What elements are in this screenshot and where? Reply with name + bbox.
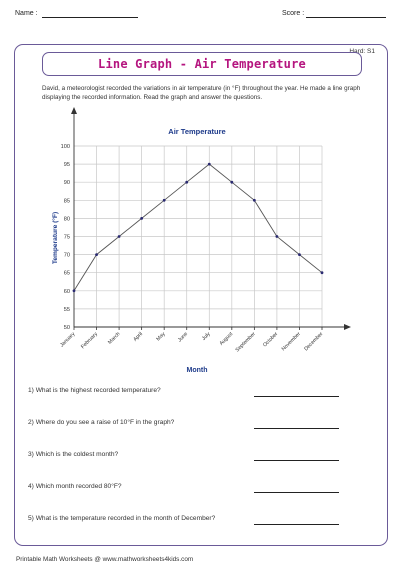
- score-label: Score :: [282, 10, 305, 17]
- answer-line-1[interactable]: [254, 396, 339, 397]
- answer-line-2[interactable]: [254, 428, 339, 429]
- intro-text: David, a meteorologist recorded the variations in air temperature (in °F) throughout the year. He made a line graph displaying the recorded information. Read the graph and answer the questions.: [42, 85, 361, 101]
- x-tick-label: May: [155, 331, 167, 343]
- answer-line-3[interactable]: [254, 460, 339, 461]
- x-tick-label: August: [218, 331, 235, 347]
- data-point: [73, 289, 76, 292]
- data-point: [321, 271, 324, 274]
- data-point: [140, 217, 143, 220]
- x-tick-label: October: [262, 331, 280, 349]
- difficulty-level: Hard: S1: [349, 48, 375, 55]
- answer-line-4[interactable]: [254, 492, 339, 493]
- y-tick-label: 50: [63, 325, 70, 331]
- worksheet-title: Line Graph - Air Temperature: [98, 57, 306, 71]
- question-3: 3) Which is the coldest month?: [28, 451, 119, 458]
- data-point: [253, 199, 256, 202]
- name-label: Name :: [15, 10, 38, 17]
- answer-line-5[interactable]: [254, 524, 339, 525]
- x-axis-title: Month: [186, 367, 208, 374]
- y-tick-label: 55: [63, 306, 70, 313]
- y-tick-label: 90: [63, 180, 70, 187]
- question-5: 5) What is the temperature recorded in the month of December?: [28, 515, 216, 522]
- x-tick-label: November: [280, 331, 302, 353]
- question-1: 1) What is the highest recorded temperature?: [28, 387, 161, 394]
- y-tick-label: 75: [63, 234, 70, 241]
- y-tick-label: 80: [63, 216, 70, 223]
- data-point: [230, 181, 233, 184]
- y-tick-label: 65: [63, 270, 70, 277]
- y-tick-label: 95: [63, 162, 70, 169]
- chart-title: Air Temperature: [168, 127, 226, 136]
- question-2: 2) Where do you see a raise of 10°F in the graph?: [28, 419, 175, 426]
- x-tick-label: April: [132, 331, 145, 343]
- data-point: [95, 253, 98, 256]
- x-axis-arrow: [344, 324, 351, 330]
- footer-text: Printable Math Worksheets @ www.mathworksheets4kids.com: [16, 556, 194, 563]
- tick-labels: [59, 144, 324, 353]
- x-tick-label: September: [234, 331, 257, 354]
- y-tick-label: 60: [63, 288, 70, 295]
- data-point: [298, 253, 301, 256]
- x-tick-label: March: [107, 331, 122, 346]
- x-tick-label: July: [200, 331, 212, 342]
- data-point: [276, 235, 279, 238]
- temperature-line: [74, 164, 322, 291]
- y-axis-title: Temperature (°F): [52, 211, 59, 265]
- data-point: [208, 163, 211, 166]
- data-point: [163, 199, 166, 202]
- y-axis-arrow: [71, 107, 77, 114]
- x-tick-label: February: [80, 331, 99, 351]
- y-tick-label: 100: [60, 144, 70, 150]
- y-tick-label: 85: [63, 198, 70, 205]
- question-4: 4) Which month recorded 80°F?: [28, 483, 122, 490]
- y-tick-label: 70: [63, 252, 70, 259]
- x-tick-label: December: [303, 331, 325, 353]
- data-point: [185, 181, 188, 184]
- data-point: [118, 235, 121, 238]
- x-tick-label: January: [59, 331, 77, 349]
- x-tick-label: June: [176, 331, 190, 344]
